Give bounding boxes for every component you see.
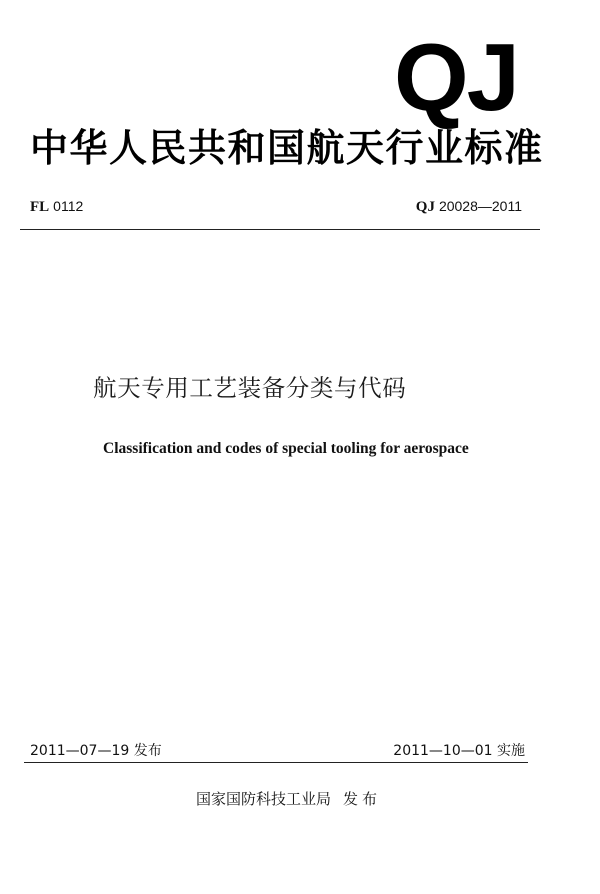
classification-code-prefix: FL — [30, 199, 50, 215]
standard-number-prefix: QJ — [415, 199, 435, 215]
document-title-english: Classification and codes of special tooling for aerospace — [103, 440, 469, 457]
classification-code-number: 0112 — [53, 198, 84, 214]
standard-number-value: 20028—2011 — [438, 198, 522, 214]
standard-number — [416, 198, 522, 216]
footer-divider — [24, 762, 528, 763]
issuing-authority — [196, 788, 381, 809]
header-divider — [20, 229, 540, 230]
standard-logo: QJ — [393, 24, 518, 131]
issuing-authority-name: 国家国防科技工业局 — [196, 790, 332, 808]
issue-date: 2011—07—19 发布 — [30, 743, 162, 759]
document-title-chinese: 航天专用工艺装备分类与代码 — [93, 374, 407, 402]
implementation-date: 2011—10—01 实施 — [393, 743, 525, 759]
classification-code — [30, 198, 83, 216]
industry-standard-title: 中华人民共和国航天行业标准 — [30, 126, 544, 170]
issuing-authority-verb: 发布 — [343, 790, 382, 808]
